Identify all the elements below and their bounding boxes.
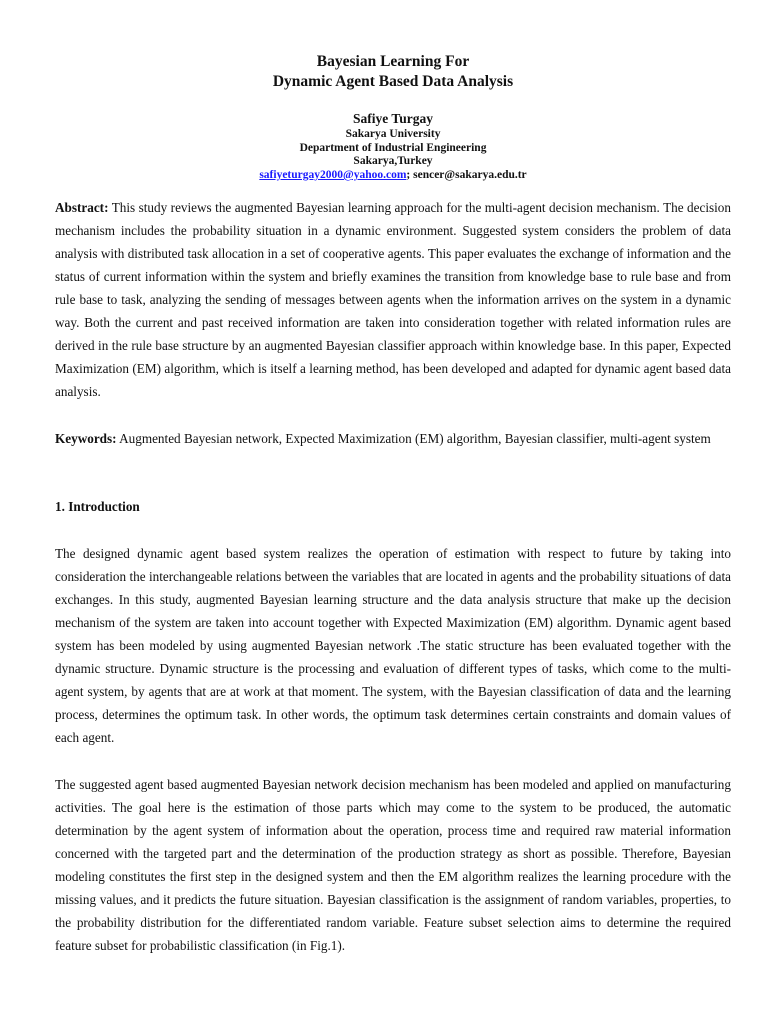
introduction-paragraph-1: The designed dynamic agent based system realizes the operation of estimation with respect to future by taking into consideration the interchangeable relations between the variables that are located in agents and the probability situations of data exchanges. In this study, augmented Bayesian learning structure and the data analysis structure that make up the decision mechanism of the system are taken into account together with Expected Maximization (EM) algorithm. Dynamic agent based system has been modeled by using augmented Bayesian network .The static structure has been evaluated together with the dynamic structure. Dynamic structure is the processing and evaluation of different types of tasks, which come to the multi-agent system, by agents that are at work at that moment. The system, with the Bayesian classification of data and the learning process, determines the optimum task. In other words, the optimum task determines certain constraints and domain values of each agent.: [55, 546, 731, 745]
email-secondary: ; sencer@sakarya.edu.tr: [406, 169, 527, 181]
author-location: Sakarya,Turkey: [353, 155, 433, 167]
paper-title-line2: Dynamic Agent Based Data Analysis: [272, 73, 514, 90]
author-university: Sakarya University: [345, 128, 441, 140]
author-name: Safiye Turgay: [353, 111, 433, 126]
keywords-text: Augmented Bayesian network, Expected Maximization (EM) algorithm, Bayesian classifier, multi-agent system: [116, 431, 711, 446]
abstract-label: Abstract:: [55, 200, 109, 215]
section-heading-introduction: 1. Introduction: [55, 499, 140, 514]
abstract-text: This study reviews the augmented Bayesian learning approach for the multi-agent decision mechanism. The decision mechanism includes the probability situation in a dynamic environment. Suggested system considers the problem of data analysis with distributed task allocation in a set of cooperative agents. This paper evaluates the exchange of information and the status of current information within the system and briefly examines the transition from knowledge base to rule base and from rule base to task, analyzing the sending of messages between agents when the information arrives on the system in a dynamic way. Both the current and past received information are taken into consideration together with related information rules are derived in the rule base structure by an augmented Bayesian classifier approach within knowledge base. In this paper, Expected Maximization (EM) algorithm, which is itself a learning method, has been developed and adapted for dynamic agent based data analysis.: [55, 200, 731, 399]
abstract-paragraph: [55, 196, 731, 403]
introduction-paragraph-2: The suggested agent based augmented Bayesian network decision mechanism has been modeled and applied on manufacturing activities. The goal here is the estimation of those parts which may come to the system to be produced, the automatic determination by the agent system of information about the operation, process time and required raw material information concerned with the targeted part and the determination of the production strategy as short as possible. Therefore, Bayesian modeling constitutes the first step in the designed system and then the EM algorithm realizes the learning procedure with the missing values, and it predicts the future situation. Bayesian classification is the assignment of random variables, properties, to the probability distribution for the differentiated random variable. Feature subset selection aims to determine the required feature subset for probabilistic classification (in Fig.1).: [55, 777, 731, 953]
author-emails: [55, 168, 731, 182]
paper-title-line1: Bayesian Learning For: [316, 53, 470, 70]
keywords-label: Keywords:: [55, 431, 117, 446]
keywords-paragraph: [55, 427, 731, 450]
email-link-primary[interactable]: safiyeturgay2000@yahoo.com: [259, 169, 407, 181]
author-department: Department of Industrial Engineering: [299, 142, 487, 154]
